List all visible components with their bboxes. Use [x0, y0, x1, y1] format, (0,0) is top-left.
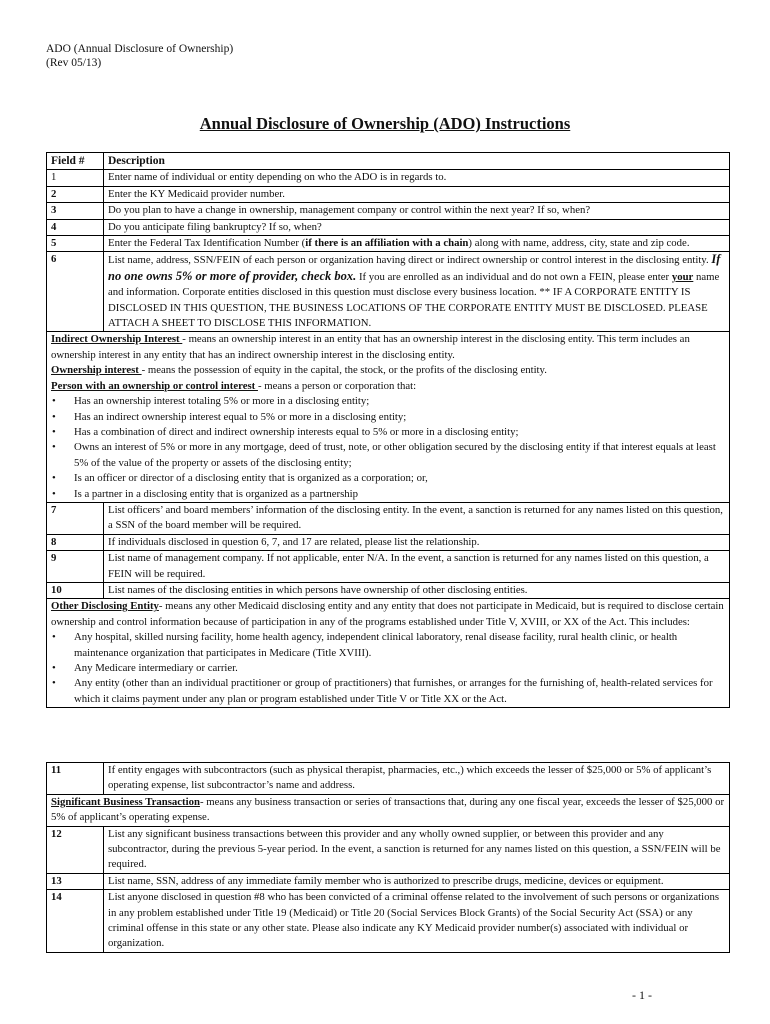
- field-number: 4: [47, 219, 104, 235]
- list-item: • Has a combination of direct and indirect ownership interests equal to 5% or more in a disclosing entity;: [51, 425, 725, 440]
- definition-other-disclosing-entity: [51, 599, 725, 630]
- definition-text: - means an ownership interest in an entity that has an ownership interest in the disclosing entity. This term includes an ownership interest in any entity that has an indirect ownership interest in the disclosing entity.: [51, 333, 690, 361]
- definition-indirect-ownership: [51, 332, 725, 363]
- field-number: 3: [47, 203, 104, 219]
- table-row: [47, 826, 730, 873]
- list-item: • Has an ownership interest totaling 5% or more in a disclosing entity;: [51, 394, 725, 409]
- list-item: • Any entity (other than an individual practitioner or group of practitioners) that furnishes, or arranges for the furnishing of, health-related services for which it claims payment under any plan or program established under Title V or Title XX or the Act.: [51, 676, 725, 707]
- field-description: Enter the KY Medicaid provider number.: [104, 186, 730, 202]
- table-row: [47, 582, 730, 598]
- definition-ownership-interest: [51, 363, 725, 378]
- field-description: [104, 252, 730, 332]
- instructions-table-continued: [46, 762, 730, 953]
- emphasis-text: if there is an affiliation with a chain: [305, 237, 469, 250]
- list-item: • Is an officer or director of a disclosing entity that is organized as a corporation; or,: [51, 471, 725, 486]
- form-revision: (Rev 05/13): [46, 57, 102, 69]
- field-number: 8: [47, 534, 104, 550]
- table-row: [47, 219, 730, 235]
- definition-text: - means any business transaction or series of transactions that, during any one fiscal year, exceeds the lesser of $25,000 or 5% of applicant’s operating expense.: [51, 795, 725, 824]
- table-row: [47, 252, 730, 332]
- field-number: 7: [47, 502, 104, 534]
- table-header-row: [47, 153, 730, 170]
- list-item: • Has an indirect ownership interest equal to 5% or more in a disclosing entity;: [51, 410, 725, 425]
- description-header: Description: [104, 153, 730, 170]
- field-number: 10: [47, 582, 104, 598]
- definition-term: Significant Business Transaction: [51, 795, 200, 808]
- emphasis-text: your: [671, 270, 694, 283]
- field-number: 14: [47, 890, 104, 953]
- table-row: [47, 186, 730, 202]
- definition-row: [47, 794, 730, 826]
- field-description: List name, SSN, address of any immediate family member who is authorized to prescribe drugs, medicine, devices or equipment.: [104, 873, 730, 889]
- table-row: [47, 203, 730, 219]
- definition-term: Other Disclosing Entity: [51, 600, 159, 613]
- table-row: [47, 236, 730, 252]
- field-description: Enter name of individual or entity depending on who the ADO is in regards to.: [104, 170, 730, 186]
- field-description: Do you plan to have a change in ownership, management company or control within the next year? If so, when?: [104, 203, 730, 219]
- field-description: List name of management company. If not applicable, enter N/A. In the event, a sanction is returned for any names listed on this question, a FEIN will be required.: [104, 551, 730, 583]
- page-number: - 1 -: [632, 988, 652, 1002]
- field-text: If you are enrolled as an individual and do not own a FEIN, please enter: [356, 270, 672, 283]
- definition-text: - means any other Medicaid disclosing entity and any entity that does not participate in Medicaid, but is required to disclose certain ownership and control information because of participation in any of the programs established under Title V, XVIII, or XX of the Act. This includes:: [51, 600, 724, 628]
- definition-person-control: [51, 379, 725, 394]
- definitions-block: [47, 332, 730, 502]
- emphasis-text: If no one owns 5% or more of provider, check box.: [108, 252, 721, 283]
- form-code: ADO (Annual Disclosure of Ownership): [46, 43, 234, 55]
- definition-row: [47, 599, 730, 708]
- definition-term: Person with an ownership or control interest: [51, 379, 258, 392]
- definitions-block: [47, 794, 730, 826]
- field-number: 2: [47, 186, 104, 202]
- field-text: name and information. Corporate entities disclosed in this question must disclose every business location. ** IF A CORPORATE ENTITY IS DISCLOSED IN THIS QUESTION, THE BUSINESS LOCATIONS OF THE CORPORATE ENTITY MUST BE DISCLOSED. PLEASE ATTACH A SHEET TO DISCLOSE THIS INFORMATION.: [108, 270, 720, 330]
- definition-row: [47, 332, 730, 502]
- field-description: List names of the disclosing entities in which persons have ownership of other disclosing entities.: [104, 582, 730, 598]
- table-row: [47, 890, 730, 953]
- field-text: ) along with name, address, city, state and zip code.: [468, 237, 690, 250]
- list-item: • Is a partner in a disclosing entity that is organized as a partnership: [51, 487, 725, 502]
- field-number: 11: [47, 763, 104, 795]
- field-number: 5: [47, 236, 104, 252]
- field-description: If entity engages with subcontractors (such as physical therapist, pharmacies, etc.,) which exceeds the lesser of $25,000 or 5% of applicant’s operating expense, list subcontractor’s name and address.: [104, 763, 730, 795]
- table-row: [47, 534, 730, 550]
- page-title: Annual Disclosure of Ownership (ADO) Instructions: [199, 114, 571, 133]
- field-number: 9: [47, 551, 104, 583]
- field-number: 13: [47, 873, 104, 889]
- field-number: 12: [47, 826, 104, 873]
- instructions-table: [46, 152, 730, 708]
- list-item: • Any Medicare intermediary or carrier.: [51, 661, 725, 676]
- bullet-list: [51, 630, 725, 707]
- field-description: If individuals disclosed in question 6, 7, and 17 are related, please list the relationship.: [104, 534, 730, 550]
- bullet-list: [51, 394, 725, 502]
- definition-term: Ownership interest: [51, 364, 142, 377]
- field-text: Enter the Federal Tax Identification Number (: [108, 237, 306, 250]
- definition-text: - means the possession of equity in the capital, the stock, or the profits of the disclosing entity.: [141, 364, 547, 377]
- field-text: List name, address, SSN/FEIN of each person or organization having direct or indirect ownership or control interest in the disclosing entity.: [108, 254, 712, 267]
- list-item: • Any hospital, skilled nursing facility, home health agency, independent clinical laboratory, renal disease facility, rural health clinic, or health maintenance organization that participates in Medicare (Title XVIII).: [51, 630, 725, 661]
- table-row: [47, 763, 730, 795]
- definition-significant-business-transaction: [51, 795, 725, 826]
- table-row: [47, 873, 730, 889]
- list-item: • Owns an interest of 5% or more in any mortgage, deed of trust, note, or other obligation secured by the disclosing entity if that interest equals at least 5% of the value of the property or assets of the disclosing entity;: [51, 440, 725, 471]
- table-row: [47, 170, 730, 186]
- table-row: [47, 551, 730, 583]
- field-description: [104, 236, 730, 252]
- definitions-block: [47, 599, 730, 708]
- definition-term: Indirect Ownership Interest: [51, 333, 183, 346]
- field-number: 1: [47, 170, 104, 186]
- field-header: Field #: [47, 153, 104, 170]
- field-description: List officers’ and board members’ information of the disclosing entity. In the event, a sanction is returned for any names listed on this question, a SSN of the board member will be required.: [104, 502, 730, 534]
- field-description: Do you anticipate filing bankruptcy? If so, when?: [104, 219, 730, 235]
- field-number: 6: [47, 252, 104, 332]
- table-row: [47, 502, 730, 534]
- field-description: List any significant business transactions between this provider and any wholly owned supplier, or between this provider and any subcontractor, during the previous 5-year period. In the event, a sanction is returned for any names listed on this question, a SSN/FEIN will be required.: [104, 826, 730, 873]
- definition-text: - means a person or corporation that:: [257, 379, 417, 392]
- field-description: List anyone disclosed in question #8 who has been convicted of a criminal offense related to the involvement of such persons or organizations in any problem established under Title 19 (Medicaid) or Title 20 (Social Services Block Grants) of the Social Security Act (SSA) or any criminal offense in this state or any other state. Please also indicate any KY Medicaid provider number(s) associated with individual or organization.: [104, 890, 730, 953]
